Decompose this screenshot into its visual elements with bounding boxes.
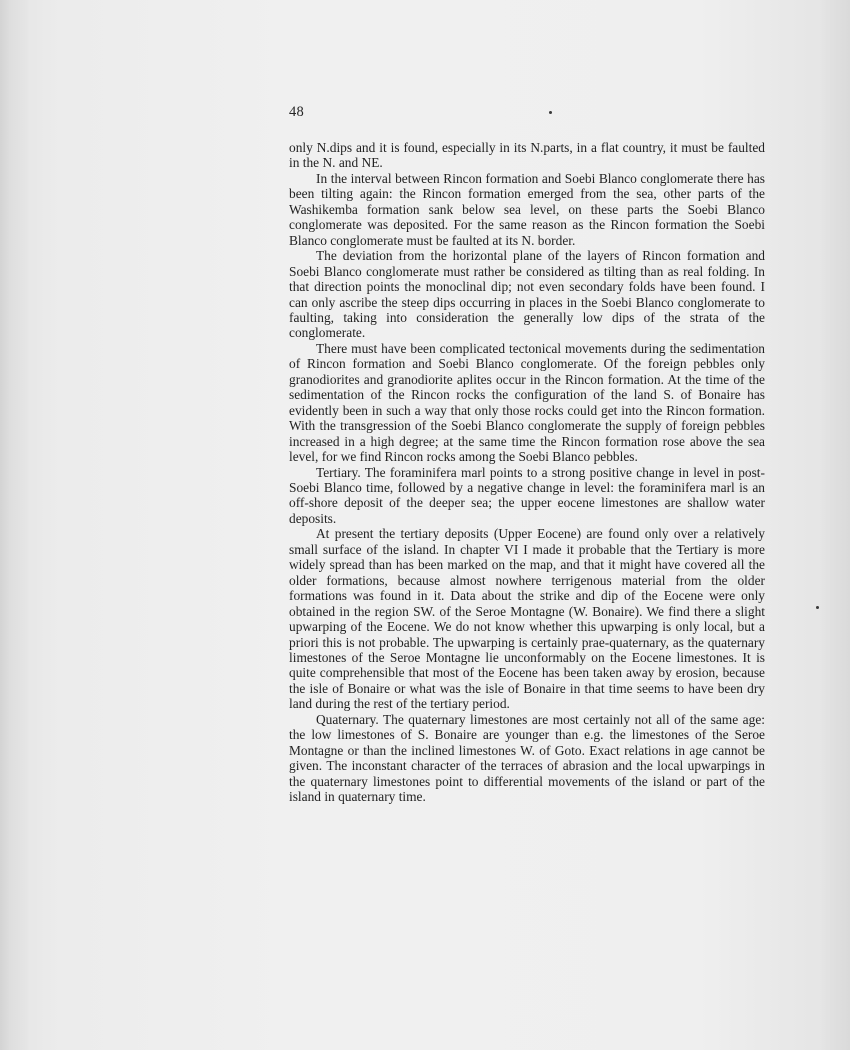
paragraph: In the interval between Rincon formation and Soebi Blanco conglomerate there has been tilting again: the Rincon formation emerged from the sea, other parts of the Washikemba formation sank below sea level, on these parts the Soebi Blanco conglomerate was deposited. For the same reason as the Rincon formation the Soebi Blanco conglomerate must be faulted at its N. border.	[289, 170, 765, 248]
paragraph: The deviation from the horizontal plane of the layers of Rincon formation and Soebi Blanco conglomerate must rather be considered as tilting than as real folding. In that direction points the monoclinal dip; not even secondary folds have been found. I can only ascribe the steep dips occurring in places in the Soebi Blanco conglomerate to faulting, taking into consideration the generally low dips of the strata of the conglomerate.	[289, 248, 765, 341]
paragraph: only N.dips and it is found, especially in its N.parts, in a flat country, it must be faulted in the N. and NE.	[289, 140, 765, 171]
body-text	[289, 140, 765, 804]
paragraph: At present the tertiary deposits (Upper Eocene) are found only over a relatively small surface of the island. In chapter VI I made it probable that the Tertiary is more widely spread than has been marked on the map, and that it might have covered all the older formations, because almost nowhere terrigenous material from the older formations was found in it. Data about the strike and dip of the Eocene were only obtained in the region SW. of the Seroe Montagne (W. Bonaire). We find there a slight upwarping of the Eocene. We do not know whether this upwarping is only local, but a priori this is not probable. The upwarping is certainly prae-quaternary, as the quaternary limestones of the Seroe Montagne lie unconformably on the Eocene limestones. It is quite comprehensible that most of the Eocene has been taken away by erosion, because the isle of Bonaire or what was the isle of Bonaire in that time seems to have been dry land during the rest of the tertiary period.	[289, 526, 765, 712]
paragraph: Quaternary. The quaternary limestones are most certainly not all of the same age: the low limestones of S. Bonaire are younger than e.g. the limestones of the Seroe Montagne or than the inclined limestones W. of Goto. Exact relations in age cannot be given. The inconstant character of the terraces of abrasion and the local upwarpings in the quaternary limestones point to differential movements of the island or part of the island in quaternary time.	[289, 711, 765, 805]
speck-mark	[549, 111, 552, 114]
speck-mark	[816, 606, 819, 609]
page-number: 48	[289, 104, 304, 120]
paragraph: Tertiary. The foraminifera marl points to a strong positive change in level in post-Soebi Blanco time, followed by a negative change in level: the foraminifera marl is an off-shore deposit of the deeper sea; the upper eocene limestones are shallow water deposits.	[289, 464, 765, 526]
paragraph: There must have been complicated tectonical movements during the sedimentation of Rincon formation and Soebi Blanco conglomerate. Of the foreign pebbles only granodiorites and granodiorite aplites occur in the Rincon formation. At the time of the sedimentation of the Rincon rocks the configuration of the land S. of Bonaire has evidently been in such a way that only those rocks could get into the Rincon formation. With the transgression of the Soebi Blanco conglomerate the supply of foreign pebbles increased in a high degree; at the same time the Rincon formation rose above the sea level, for we find Rincon rocks among the Soebi Blanco pebbles.	[289, 340, 765, 465]
